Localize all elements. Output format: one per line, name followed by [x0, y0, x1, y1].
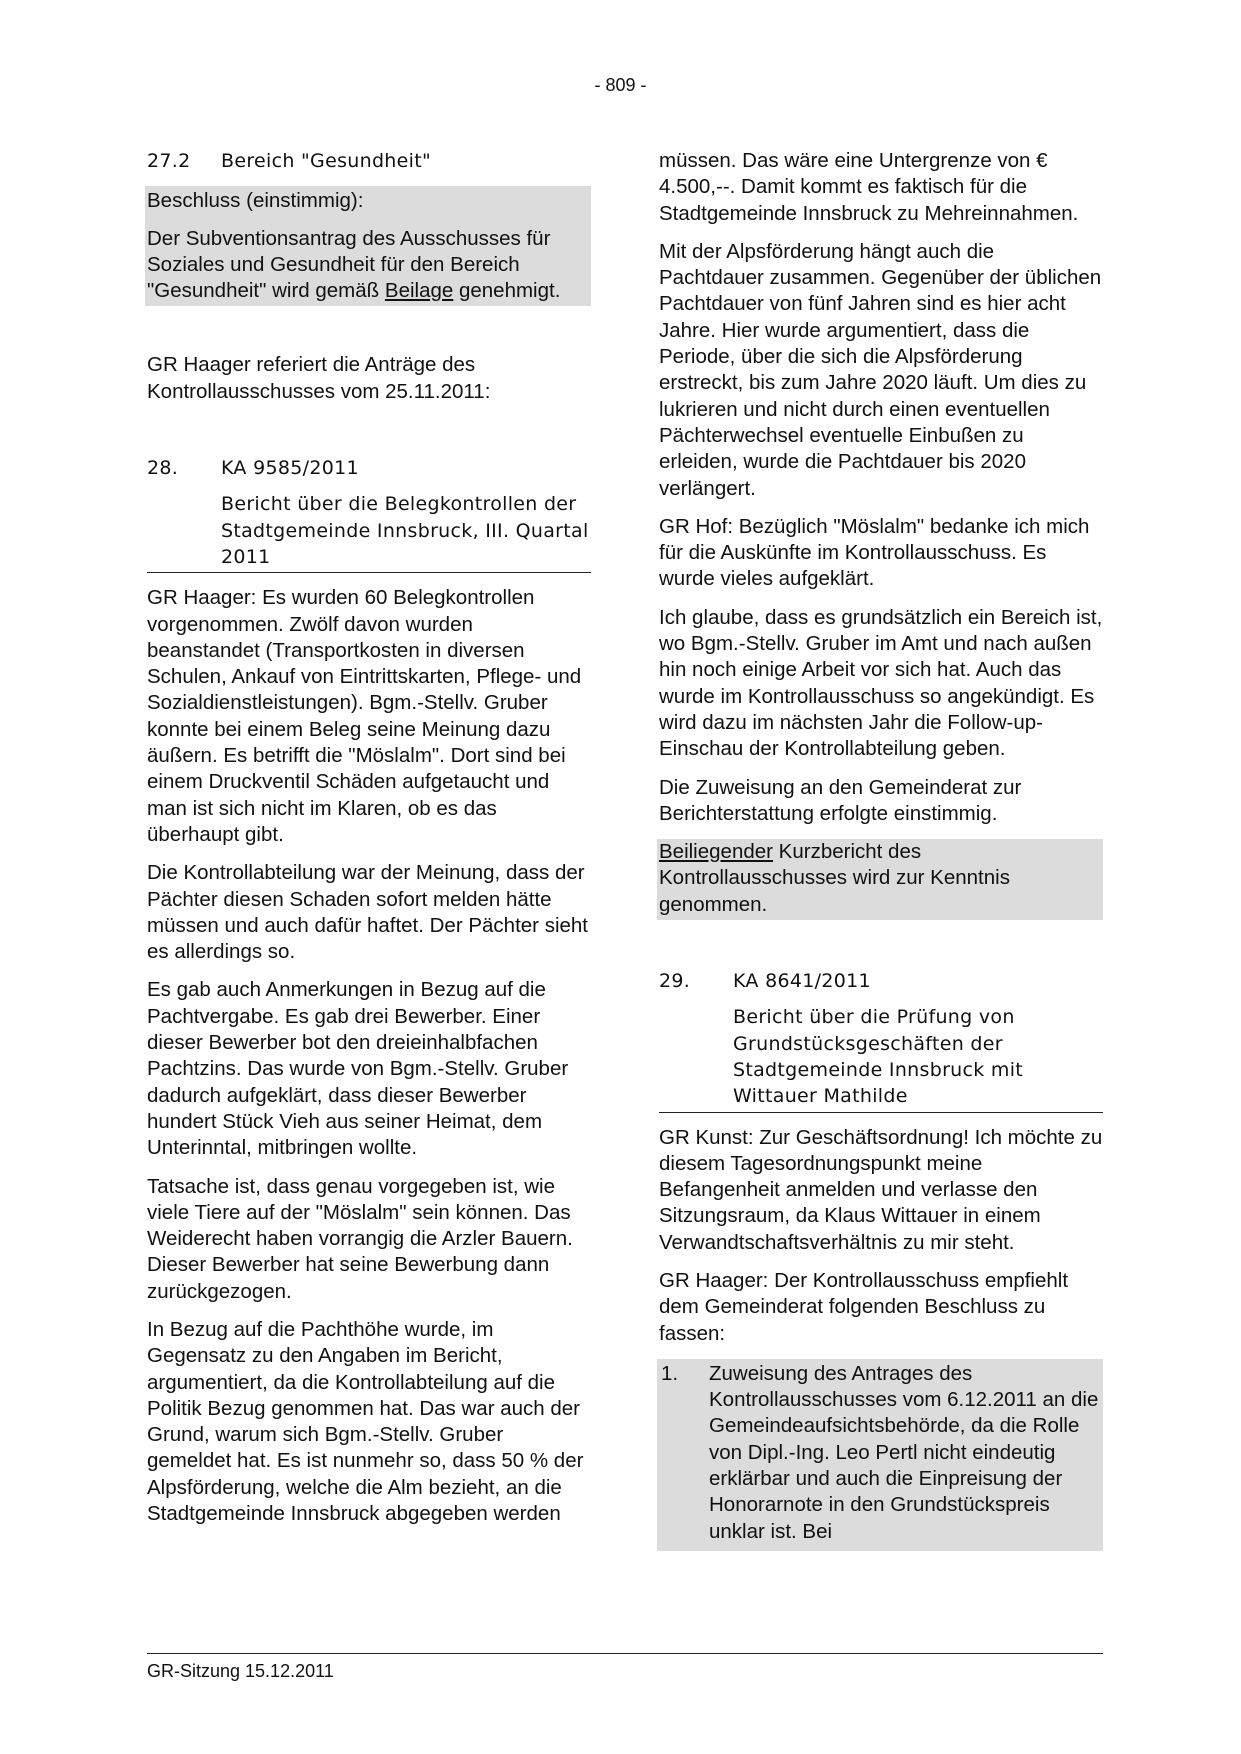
page-number: - 809 - — [594, 75, 647, 95]
section-number: 27.2 — [147, 150, 191, 172]
section-title: Bereich "Gesundheit" — [221, 150, 432, 172]
numbered-item-1-text: Zuweisung des Antrages des Kontrollausschusses vom 6.12.2011 an die Gemeindeaufsichtsbehörde, da die Rolle von Dipl.-Ing. Leo Pertl nicht eindeutig erklärbar und auch die Einpreisung der Honorarnote in den Grundstückspreis unklar ist. Bei — [709, 1361, 1099, 1543]
right-column — [659, 148, 1103, 1551]
agenda-item-29-code: KA 8641/2011 — [733, 970, 871, 993]
paragraph: Mit der Alpsförderung hängt auch die Pachtdauer zusammen. Gegenüber der üblichen Pachtdauer von fünf Jahren sind es hier acht Jahre. Hier wurde argumentiert, dass die Periode, über die sich die Alpsförderung erstreckt, bis zum Jahre 2020 läuft. Um dies zu lukrieren und nicht durch einen eventuellen Pächterwechsel eventuelle Einbußen zu erleiden, wurde die Pachtdauer bis 2020 verlängert. — [659, 239, 1102, 500]
section-heading — [147, 148, 591, 174]
beschluss-text-before: Der Subventionsantrag des Ausschusses für Soziales und Gesundheit für den Bereich "Gesundheit" wird gemäß — [147, 226, 551, 303]
beiliegender-link[interactable]: Beiliegender — [659, 840, 773, 864]
paragraph: Es gab auch Anmerkungen in Bezug auf die Pachtvergabe. Es gab drei Bewerber. Einer dieser Bewerber bot den dreieinhalbfachen Pachtzins. Das wurde von Bgm.-Stellv. Gruber dadurch aufgeklärt, dass dieser Bewerber hundert Stück Vieh aus seiner Heimat, dem Unterinntal, mitbringen wollte. — [147, 978, 569, 1160]
agenda-item-29-title: Bericht über die Prüfung von Grundstücksgeschäften der Stadtgemeinde Innsbruck mit Wittauer Mathilde — [733, 1006, 1024, 1108]
beschluss-label: Beschluss (einstimmig): — [147, 189, 364, 213]
kenntnis-text — [659, 839, 1101, 918]
paragraph: müssen. Das wäre eine Untergrenze von € 4.500,--. Damit kommt es faktisch für die Stadtgemeinde Innsbruck zu Mehreinnahmen. — [659, 149, 1079, 225]
beschluss-box — [145, 186, 591, 306]
paragraph: GR Kunst: Zur Geschäftsordnung! Ich möchte zu diesem Tagesordnungspunkt meine Befangenheit anmelden und verlasse den Sitzungsraum, da Klaus Wittauer in einem Verwandtschaftsverhältnis zu mir steht. — [659, 1125, 1103, 1254]
paragraph: GR Haager: Es wurden 60 Belegkontrollen vorgenommen. Zwölf davon wurden beanstandet (Transportkosten in diversen Schulen, Ankauf von Eintrittskarten, Pflege- und Sozialdienstleistungen). Bgm.-Stellv. Gruber konnte bei einem Beleg seine Meinung dazu äußern. Es betrifft die "Möslalm". Dort sind bei einem Druckventil Schäden aufgetaucht und man ist sich nicht im Klaren, ob es das überhaupt gibt. — [147, 586, 582, 846]
numbered-item-1-number: 1. — [661, 1361, 679, 1385]
page-footer: GR-Sitzung 15.12.2011 — [147, 1653, 1103, 1682]
paragraph: Die Kontrollabteilung war der Meinung, dass der Pächter diesen Schaden sofort melden hätte müssen und auch dafür haftet. Der Pächter sieht es allerdings so. — [147, 861, 589, 964]
beschluss-text — [147, 226, 589, 305]
beschluss-text-after: genehmigt. — [453, 279, 561, 303]
agenda-item-28 — [147, 455, 591, 573]
numbered-item-1 — [657, 1359, 1103, 1551]
kenntnis-box — [657, 839, 1103, 920]
paragraph: GR Haager: Der Kontrollausschuss empfiehlt dem Gemeinderat folgenden Beschluss zu fassen: — [659, 1268, 1069, 1345]
paragraph: GR Hof: Bezüglich "Möslalm" bedanke ich mich für die Auskünfte im Kontrollausschuss. Es wurde vieles aufgeklärt. — [659, 514, 1090, 591]
agenda-item-28-code: KA 9585/2011 — [221, 457, 359, 480]
paragraph: In Bezug auf die Pachthöhe wurde, im Gegensatz zu den Angaben im Bericht, argumentiert, da die Kontrollabteilung auf die Politik Bezug genommen hat. Das war auch der Grund, warum sich Bgm.-Stellv. Gruber gemeldet hat. Es ist nunmehr so, dass 50 % der Alpsförderung, welche die Alm bezieht, an die Stadtgemeinde Innsbruck abgegeben werden — [147, 1317, 584, 1526]
left-column — [147, 148, 591, 1539]
agenda-item-29 — [659, 968, 1103, 1112]
intro-paragraph: GR Haager referiert die Anträge des Kontrollausschusses vom 25.11.2011: — [147, 353, 491, 403]
beilage-link[interactable]: Beilage — [384, 279, 454, 303]
agenda-item-28-title: Bericht über die Belegkontrollen der Stadtgemeinde Innsbruck, III. Quartal 2011 — [221, 493, 589, 568]
agenda-item-28-head — [147, 455, 591, 481]
paragraph: Tatsache ist, dass genau vorgegeben ist, wie viele Tiere auf der "Möslalm" sein können. Das Weiderecht haben vorrangig die Arzler Bauern. Dieser Bewerber hat seine Bewerbung dann zurückgezogen. — [147, 1174, 573, 1303]
paragraph: Die Zuweisung an den Gemeinderat zur Berichterstattung erfolgte einstimmig. — [659, 775, 1022, 825]
agenda-item-29-number: 29. — [659, 970, 691, 993]
kenntnis-text-after: Kurzbericht des Kontrollausschusses wird zur Kenntnis genommen. — [659, 840, 1010, 916]
agenda-item-28-number: 28. — [147, 457, 179, 480]
paragraph: Ich glaube, dass es grundsätzlich ein Bereich ist, wo Bgm.-Stellv. Gruber im Amt und nach außen hin noch einige Arbeit vor sich hat. Auch das wurde im Kontrollausschuss so angekündigt. Es wird dazu im nächsten Jahr die Follow-up-Einschau der Kontrollabteilung geben. — [659, 605, 1103, 761]
agenda-item-29-head — [659, 968, 1103, 994]
